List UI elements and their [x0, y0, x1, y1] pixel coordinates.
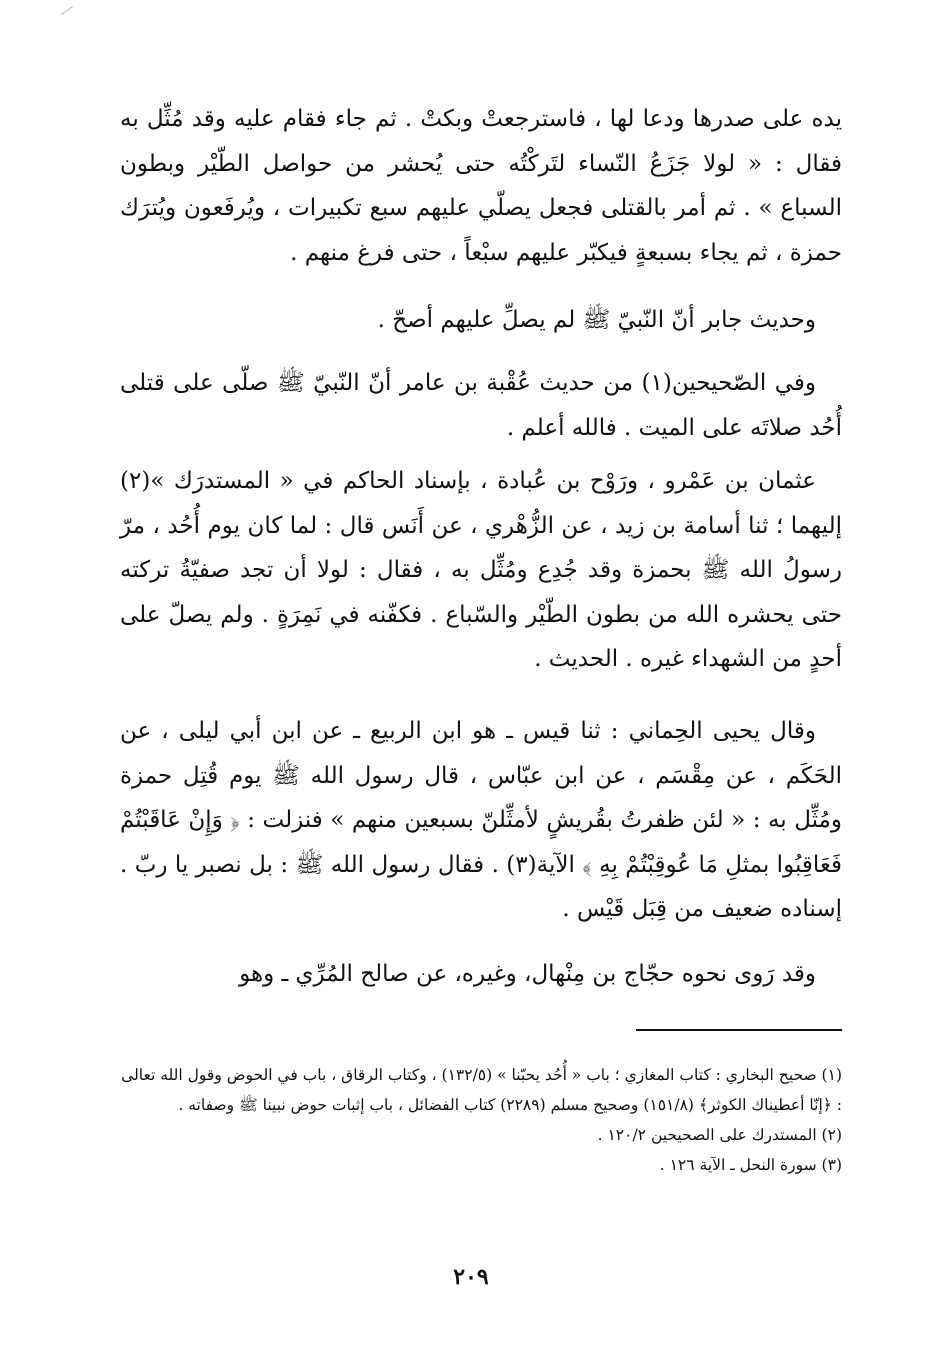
page-number: ٢٠٩: [453, 1264, 489, 1290]
paragraph-text: وفي الصّحيحين(١) من حديث عُقْبة بن عامر أنّ النّبيّ ﷺ صلّى على قتلى أُحُد صلاتَه على الميت . فالله أعلم .: [120, 370, 842, 441]
footnote-2: (٢) المستدرك على الصحيحين ١٢٠/٢ .: [597, 1126, 842, 1144]
footnotes: [120, 1060, 842, 1180]
paragraph-text: وقال يحيى الحِماني : ثنا قيس ـ هو ابن الربيع ـ عن ابن أبي ليلى ، عن الحَكَم ، عن مِقْسَم ، عن ابن عبّاس ، قال رسول الله ﷺ يوم قُتِل حمزة ومُثِّل به : « لئن ظفرتُ بقُريشٍ لأمثِّلنّ بسبعين منهم » فنزلت : ﴿ وَإِنْ عَاقَبْتُمْ فَعَاقِبُوا بمثلِ مَا عُوقِبْتُمْ بِهِ ﴾ الآية(٣) . فقال رسول الله ﷺ : بل نصبر يا ربّ . إسناده ضعيف من قِبَل قَيْس .: [120, 718, 842, 922]
footnote-1: (١) صحيح البخاري : كتاب المغازي ؛ باب « أُحُد يحبّنا » (١٣٢/٥) ، وكتاب الرقاق ، باب في الحوض وقول الله تعالى : ﴿إنّا أعطيناك الكوثر﴾ (١٥١/٨) وصحيح مسلم (٢٢٨٩) كتاب الفضائل ، باب إثبات حوض نبينا ﷺ وصفاته .: [121, 1066, 842, 1114]
main-text-paragraph-1: [120, 97, 842, 275]
paragraph-text: عثمان بن عَمْرو ، ورَوْح بن عُبادة ، بإسناد الحاكم في « المستدرَك »(٢) إليهما ؛ ثنا أسامة بن زيد ، عن الزُّهْري ، عن أَنَس قال : لما كان يوم أُحُد ، مرّ رسولُ الله ﷺ بحمزة وقد جُدِع ومُثِّل به ، فقال : لولا أن تجد صفيّةُ تركته حتى يحشره الله من بطون الطّيْر والسّباع . فكفّنه في نَمِرَةٍ . ولم يصلّ على أحدٍ من الشهداء غيره . الحديث .: [120, 468, 842, 672]
main-text-paragraph-5: [120, 709, 842, 932]
main-text-paragraph-6: [120, 952, 842, 997]
scan-corner-mark: [61, 6, 73, 15]
footnote-divider: [636, 1029, 842, 1031]
footnote-3: (٣) سورة النحل ـ الآية ١٢٦ .: [659, 1156, 842, 1174]
paragraph-text: يده على صدرها ودعا لها ، فاسترجعتْ وبكتْ . ثم جاء فقام عليه وقد مُثِّل به فقال : « لولا جَزَعُ النّساء لتَركْتُه حتى يُحشر من حواصل الطّيْر وبطون السباع » . ثم أمر بالقتلى فجعل يصلّي عليهم سبع تكبيرات ، ويُرفَعون ويُترَك حمزة ، ثم يجاء بسبعةٍ فيكبّر عليهم سبْعاً ، حتى فرغ منهم .: [120, 106, 842, 266]
main-text-paragraph-3: [120, 361, 842, 450]
main-text-paragraph-2: [120, 298, 842, 343]
paragraph-text: وحديث جابر أنّ النّبيّ ﷺ لم يصلِّ عليهم أصحّ .: [377, 307, 816, 333]
main-text-paragraph-4: [120, 459, 842, 682]
paragraph-text: وقد رَوى نحوه حجّاج بن مِنْهال، وغيره، عن صالح المُرِّي ـ وهو: [239, 961, 816, 987]
